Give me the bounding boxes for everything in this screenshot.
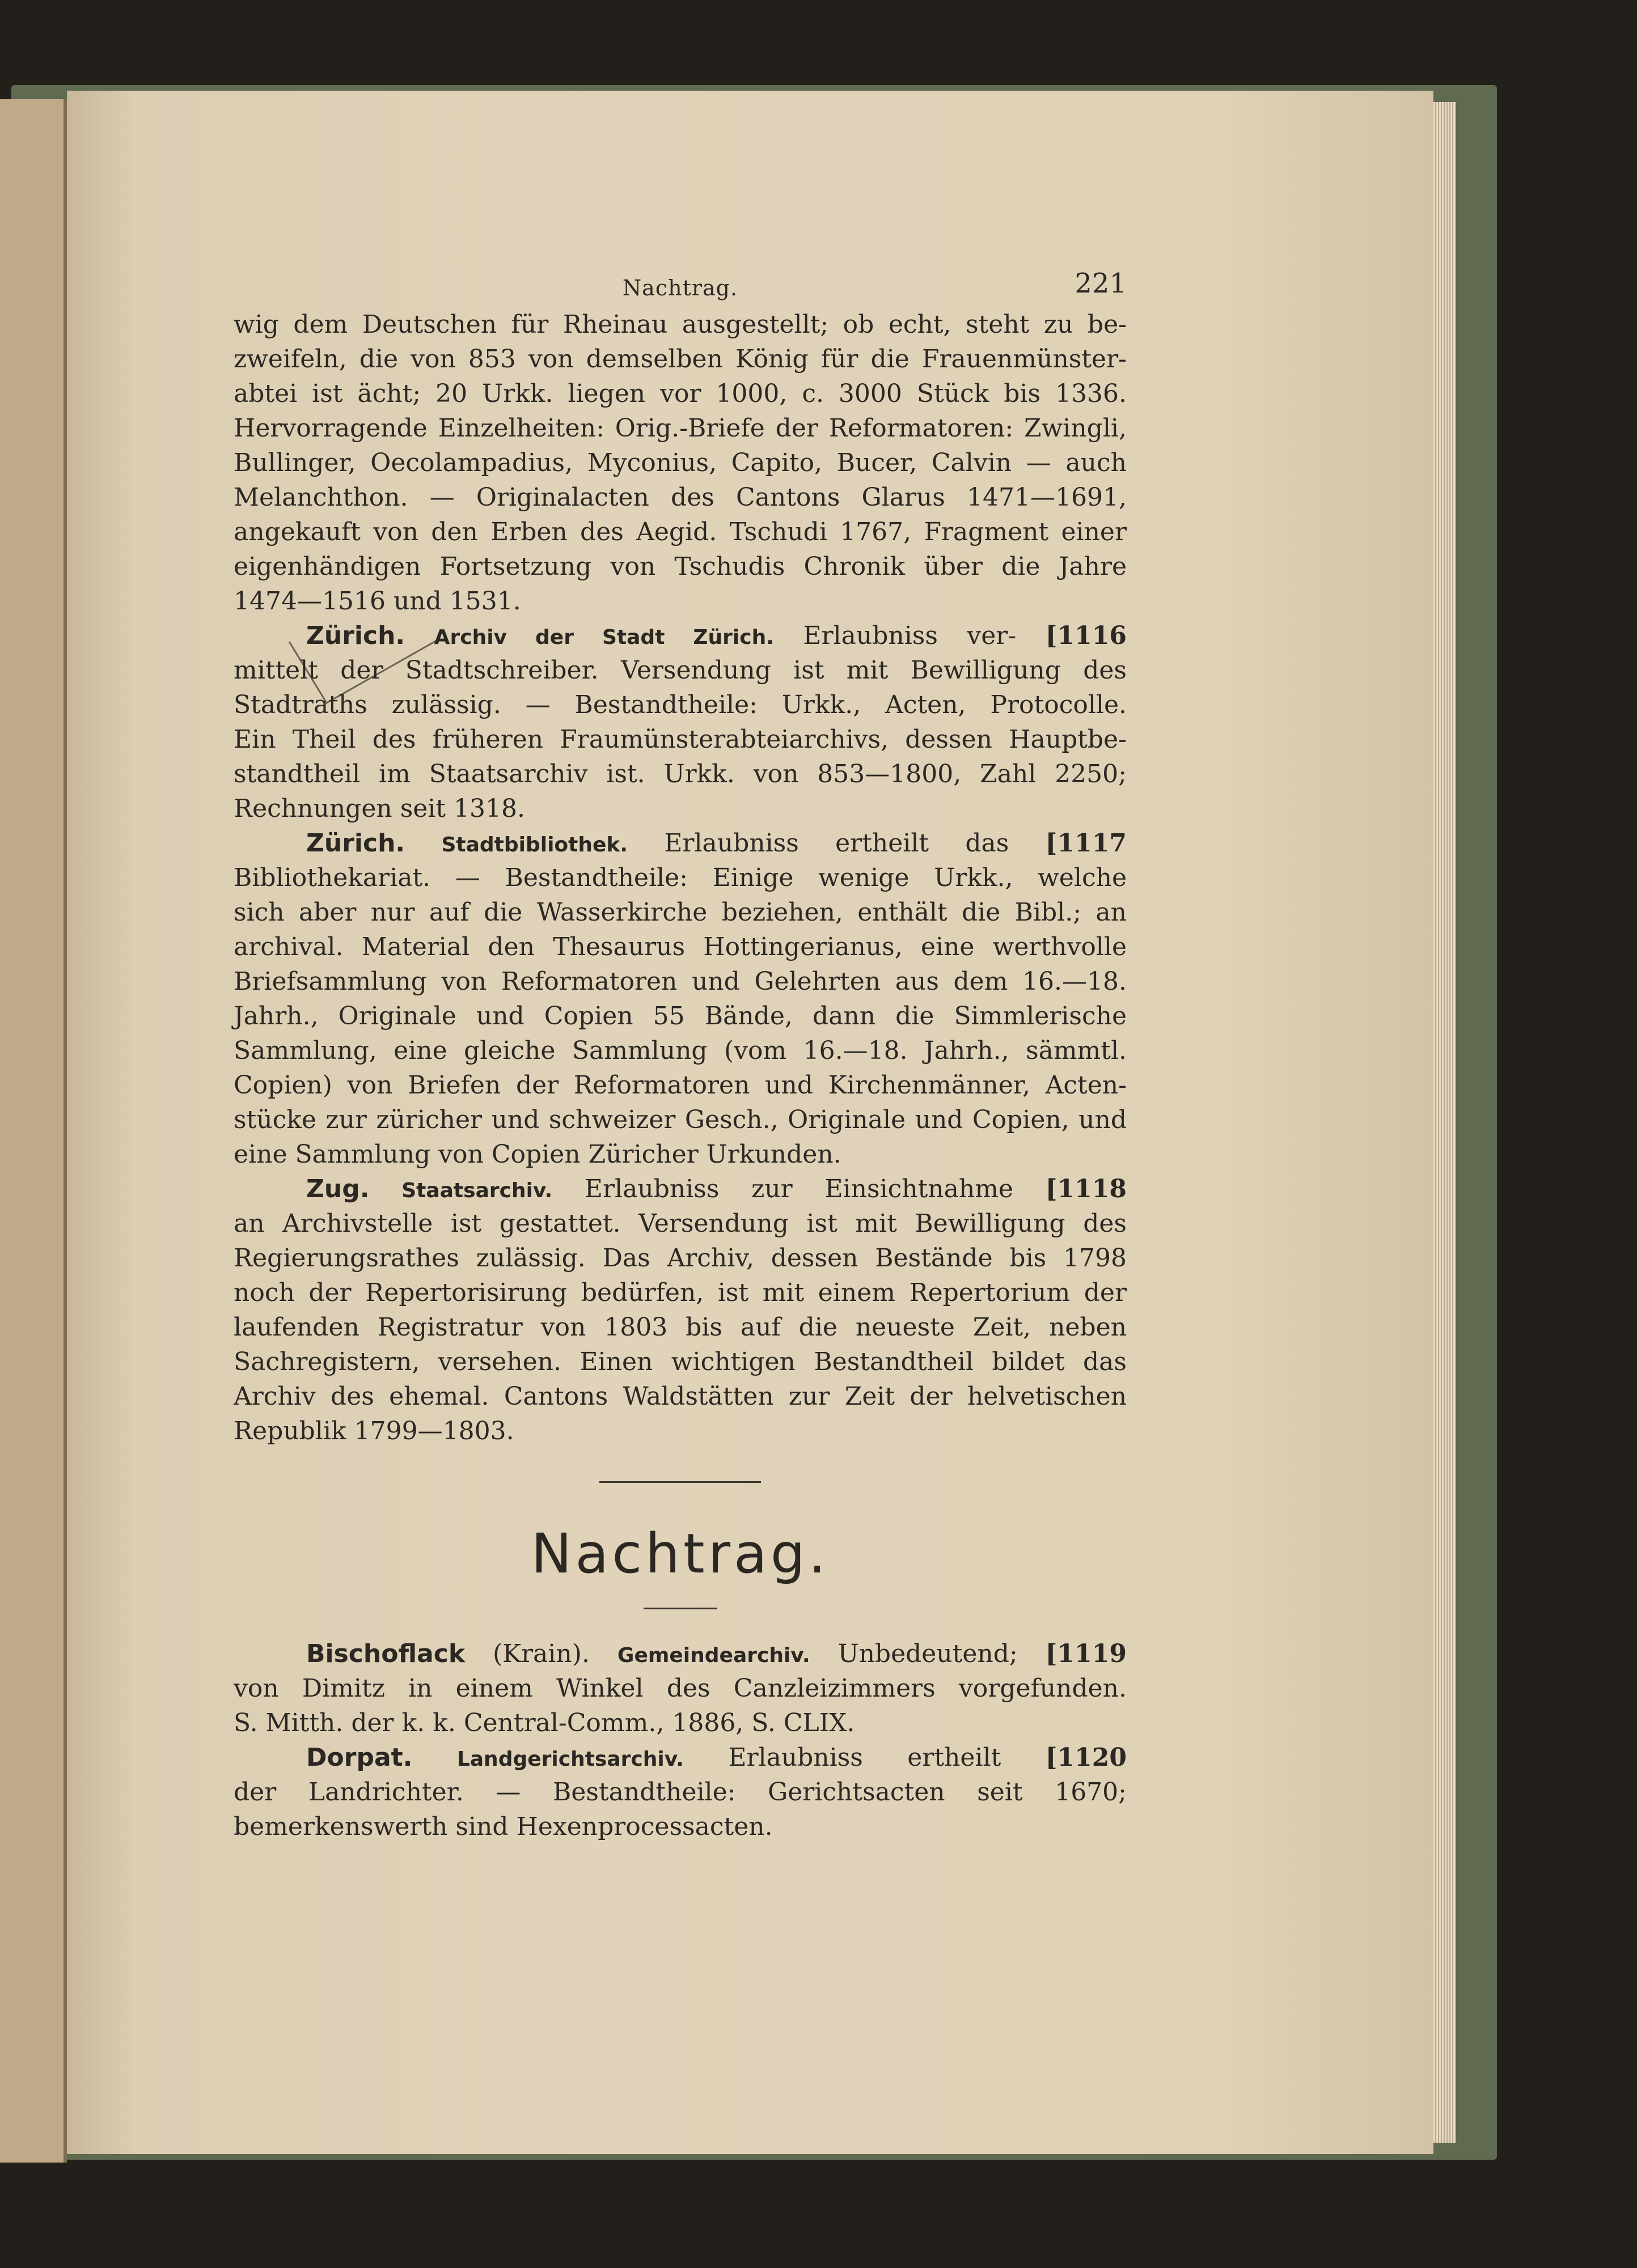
entry-number: [1119 (1045, 1639, 1127, 1668)
text-line: der Landrichter. — Bestandtheile: Gerichtsacten seit 1670; (234, 1778, 1127, 1807)
entry-first-line (234, 826, 1127, 860)
entry-first-line (234, 1637, 1127, 1671)
entry-archive: Gemeindearchiv. (617, 1644, 810, 1667)
text-line: Republik 1799—1803. (234, 1417, 514, 1445)
entry-1119 (234, 1637, 1127, 1740)
entry-first-line (234, 618, 1127, 653)
text-line: archival. Material den Thesaurus Hottingerianus, eine werthvolle (234, 932, 1127, 961)
entry-text: Erlaubniss ertheilt das (664, 829, 1009, 858)
entry-1118 (234, 1172, 1127, 1448)
text-line: Rechnungen seit 1318. (234, 794, 526, 823)
text-line: eine Sammlung von Copien Züricher Urkunden. (234, 1140, 841, 1169)
entry-archive: Staatsarchiv. (401, 1179, 553, 1202)
entry-place: Zürich. (306, 621, 405, 650)
entry-number: [1120 (1045, 1743, 1127, 1772)
text-line: Copien) von Briefen der Reformatoren und Kirchenmänner, Acten- (234, 1071, 1127, 1100)
text-line: noch der Repertorisirung bedürfen, ist mit einem Repertorium der (234, 1278, 1127, 1307)
text-line: S. Mitth. der k. k. Central-Comm., 1886, S. CLIX. (234, 1709, 855, 1737)
text-line: Archiv des ehemal. Cantons Waldstätten zur Zeit der helvetischen (234, 1382, 1127, 1411)
entry-first-line (234, 1740, 1127, 1775)
entry-place: Dorpat. (306, 1743, 413, 1772)
text-line: Bibliothekariat. — Bestandtheile: Einige wenige Urkk., welche (234, 863, 1127, 892)
section-divider (599, 1481, 761, 1483)
text-line: angekauft von den Erben des Aegid. Tschudi 1767, Fragment einer (234, 518, 1127, 546)
entry-place: Bischoflack (306, 1639, 466, 1668)
entry-1117 (234, 826, 1127, 1172)
text-line: von Dimitz in einem Winkel des Canzleizimmers vorgefunden. (234, 1674, 1127, 1703)
entry-text: Erlaubniss ertheilt (728, 1743, 1001, 1772)
text-line: 1474—1516 und 1531. (234, 587, 521, 616)
text-line: sich aber nur auf die Wasserkirche beziehen, enthält die Bibl.; an (234, 898, 1127, 927)
entry-first-line (234, 1172, 1127, 1206)
text-line: zweifeln, die von 853 von demselben König für die Frauenmünster- (234, 345, 1127, 374)
entry-archive: Archiv der Stadt Zürich. (434, 626, 774, 649)
text-line: Sachregistern, versehen. Einen wichtigen Bestandtheil bildet das (234, 1347, 1127, 1376)
entry-1116 (234, 618, 1127, 826)
text-line: Bullinger, Oecolampadius, Myconius, Capito, Bucer, Calvin — auch (234, 448, 1127, 477)
text-line: abtei ist ächt; 20 Urkk. liegen vor 1000, c. 3000 Stück bis 1336. (234, 379, 1127, 408)
continued-paragraph (234, 307, 1127, 618)
page-text (234, 266, 1127, 1844)
text-line: Ein Theil des früheren Fraumünsterabteiarchivs, dessen Hauptbe- (234, 725, 1127, 754)
text-line: Stadtraths zulässig. — Bestandtheile: Urkk., Acten, Protocolle. (234, 690, 1127, 719)
text-line: Sammlung, eine gleiche Sammlung (vom 16.—18. Jahrh., sämmtl. (234, 1036, 1127, 1065)
section-title: Nachtrag. (531, 1522, 830, 1586)
text-line: wig dem Deutschen für Rheinau ausgestellt; ob echt, steht zu be- (234, 310, 1127, 339)
text-line: Melanchthon. — Originalacten des Cantons Glarus 1471—1691, (234, 483, 1127, 512)
entry-number: [1116 (1045, 621, 1127, 650)
text-line: Hervorragende Einzelheiten: Orig.-Briefe der Reformatoren: Zwingli, (234, 414, 1127, 443)
page-header (234, 266, 1127, 307)
entry-text: Erlaubniss zur Einsichtnahme (584, 1175, 1013, 1203)
section-divider (644, 1608, 717, 1609)
text-line: Regierungsrathes zulässig. Das Archiv, dessen Bestände bis 1798 (234, 1244, 1127, 1273)
entry-place: Zürich. (306, 829, 405, 858)
text-line: an Archivstelle ist gestattet. Versendung ist mit Bewilligung des (234, 1209, 1127, 1238)
text-line: Jahrh., Originale und Copien 55 Bände, dann die Simmlerische (234, 1002, 1127, 1031)
entry-text: Erlaubniss ver- (803, 621, 1017, 650)
entry-place-note: (Krain). (493, 1639, 590, 1668)
previous-page-edge (0, 99, 67, 2163)
text-line: Briefsammlung von Reformatoren und Gelehrten aus dem 16.—18. (234, 967, 1127, 996)
entry-archive: Landgerichtsarchiv. (456, 1748, 684, 1771)
page-number: 221 (1075, 268, 1127, 299)
text-line: laufenden Registratur von 1803 bis auf die neueste Zeit, neben (234, 1313, 1127, 1342)
text-line: bemerkenswerth sind Hexenprocessacten. (234, 1812, 773, 1841)
entry-place: Zug. (306, 1175, 370, 1203)
text-line: eigenhändigen Fortsetzung von Tschudis Chronik über die Jahre (234, 552, 1127, 581)
entry-number: [1118 (1045, 1175, 1127, 1203)
text-line: mittelt der Stadtschreiber. Versendung ist mit Bewilligung des (234, 656, 1127, 685)
text-line: standtheil im Staatsarchiv ist. Urkk. von 853—1800, Zahl 2250; (234, 760, 1127, 788)
page-stack-edge (1433, 102, 1456, 2143)
text-line: stücke zur züricher und schweizer Gesch., Originale und Copien, und (234, 1105, 1127, 1134)
entry-text: Unbedeutend; (837, 1639, 1018, 1668)
entry-archive: Stadtbibliothek. (441, 833, 628, 857)
entry-1120 (234, 1740, 1127, 1844)
running-head: Nachtrag. (622, 275, 738, 300)
entry-number: [1117 (1045, 829, 1127, 858)
